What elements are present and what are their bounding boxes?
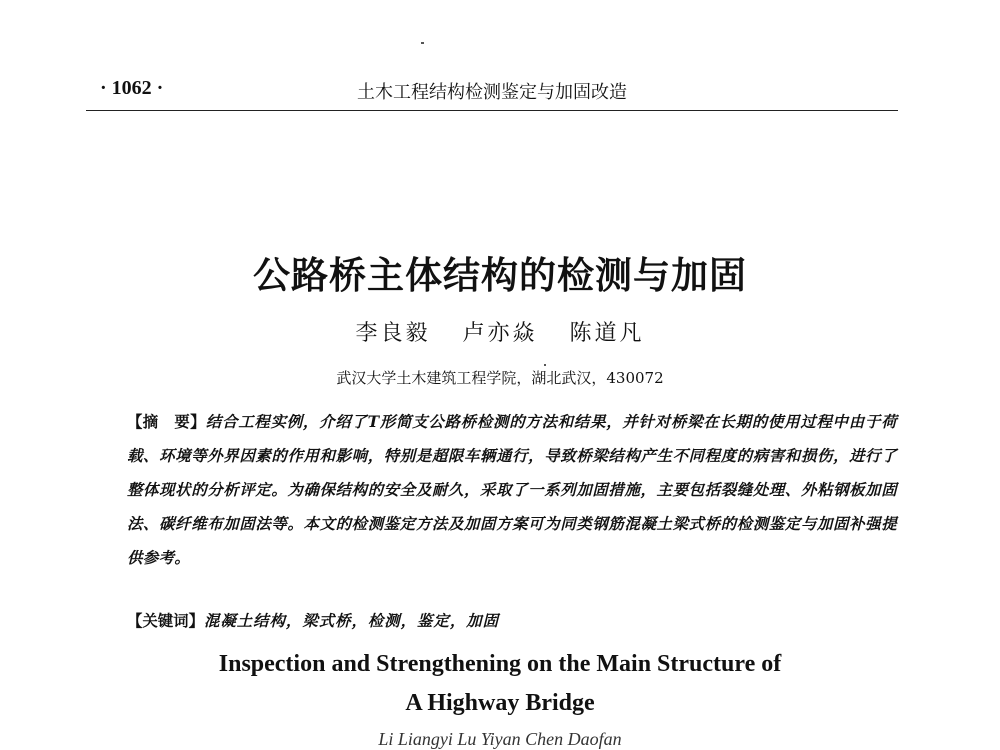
abstract xyxy=(127,405,897,575)
scan-speck xyxy=(544,364,546,366)
scan-speck xyxy=(421,42,424,44)
english-authors-cut-off: Li Liangyi Lu Yiyan Chen Daofan xyxy=(378,729,622,749)
page-number: · 1062 · xyxy=(100,77,164,99)
abstract-label: 【摘 要】 xyxy=(127,413,206,431)
article-title: 公路桥主体结构的检测与加固 xyxy=(253,253,747,297)
keywords-label: 【关键词】 xyxy=(127,612,204,630)
keywords xyxy=(127,606,897,636)
running-title: 土木工程结构检测鉴定与加固改造 xyxy=(357,82,627,103)
running-header xyxy=(86,74,898,111)
author-list: 李良毅 卢亦焱 陈道凡 xyxy=(355,321,645,346)
keywords-text: 混凝土结构，梁式桥，检测，鉴定，加固 xyxy=(203,612,500,630)
affiliation: 武汉大学土木建筑工程学院，湖北武汉，430072 xyxy=(336,369,664,387)
english-title-line-2: A Highway Bridge xyxy=(405,690,595,716)
abstract-text: 结合工程实例，介绍了T形简支公路桥检测的方法和结果，并针对桥梁在长期的使用过程中由于荷载、环境等外界因素的作用和影响，特别是超限车辆通行，导致桥梁结构产生不同程度的病害和损伤，进行了整体现状的分析评定。为确保结构的安全及耐久，采取了一系列加固措施，主要包括裂缝处理、外粘钢板加固法、碳纤维布加固法等。本文的检测鉴定方法及加固方案可为同类钢筋混凝土梁式桥的检测鉴定与加固补强提供参考。 xyxy=(127,413,897,567)
english-title-line-1: Inspection and Strengthening on the Main Structure of xyxy=(218,651,782,677)
